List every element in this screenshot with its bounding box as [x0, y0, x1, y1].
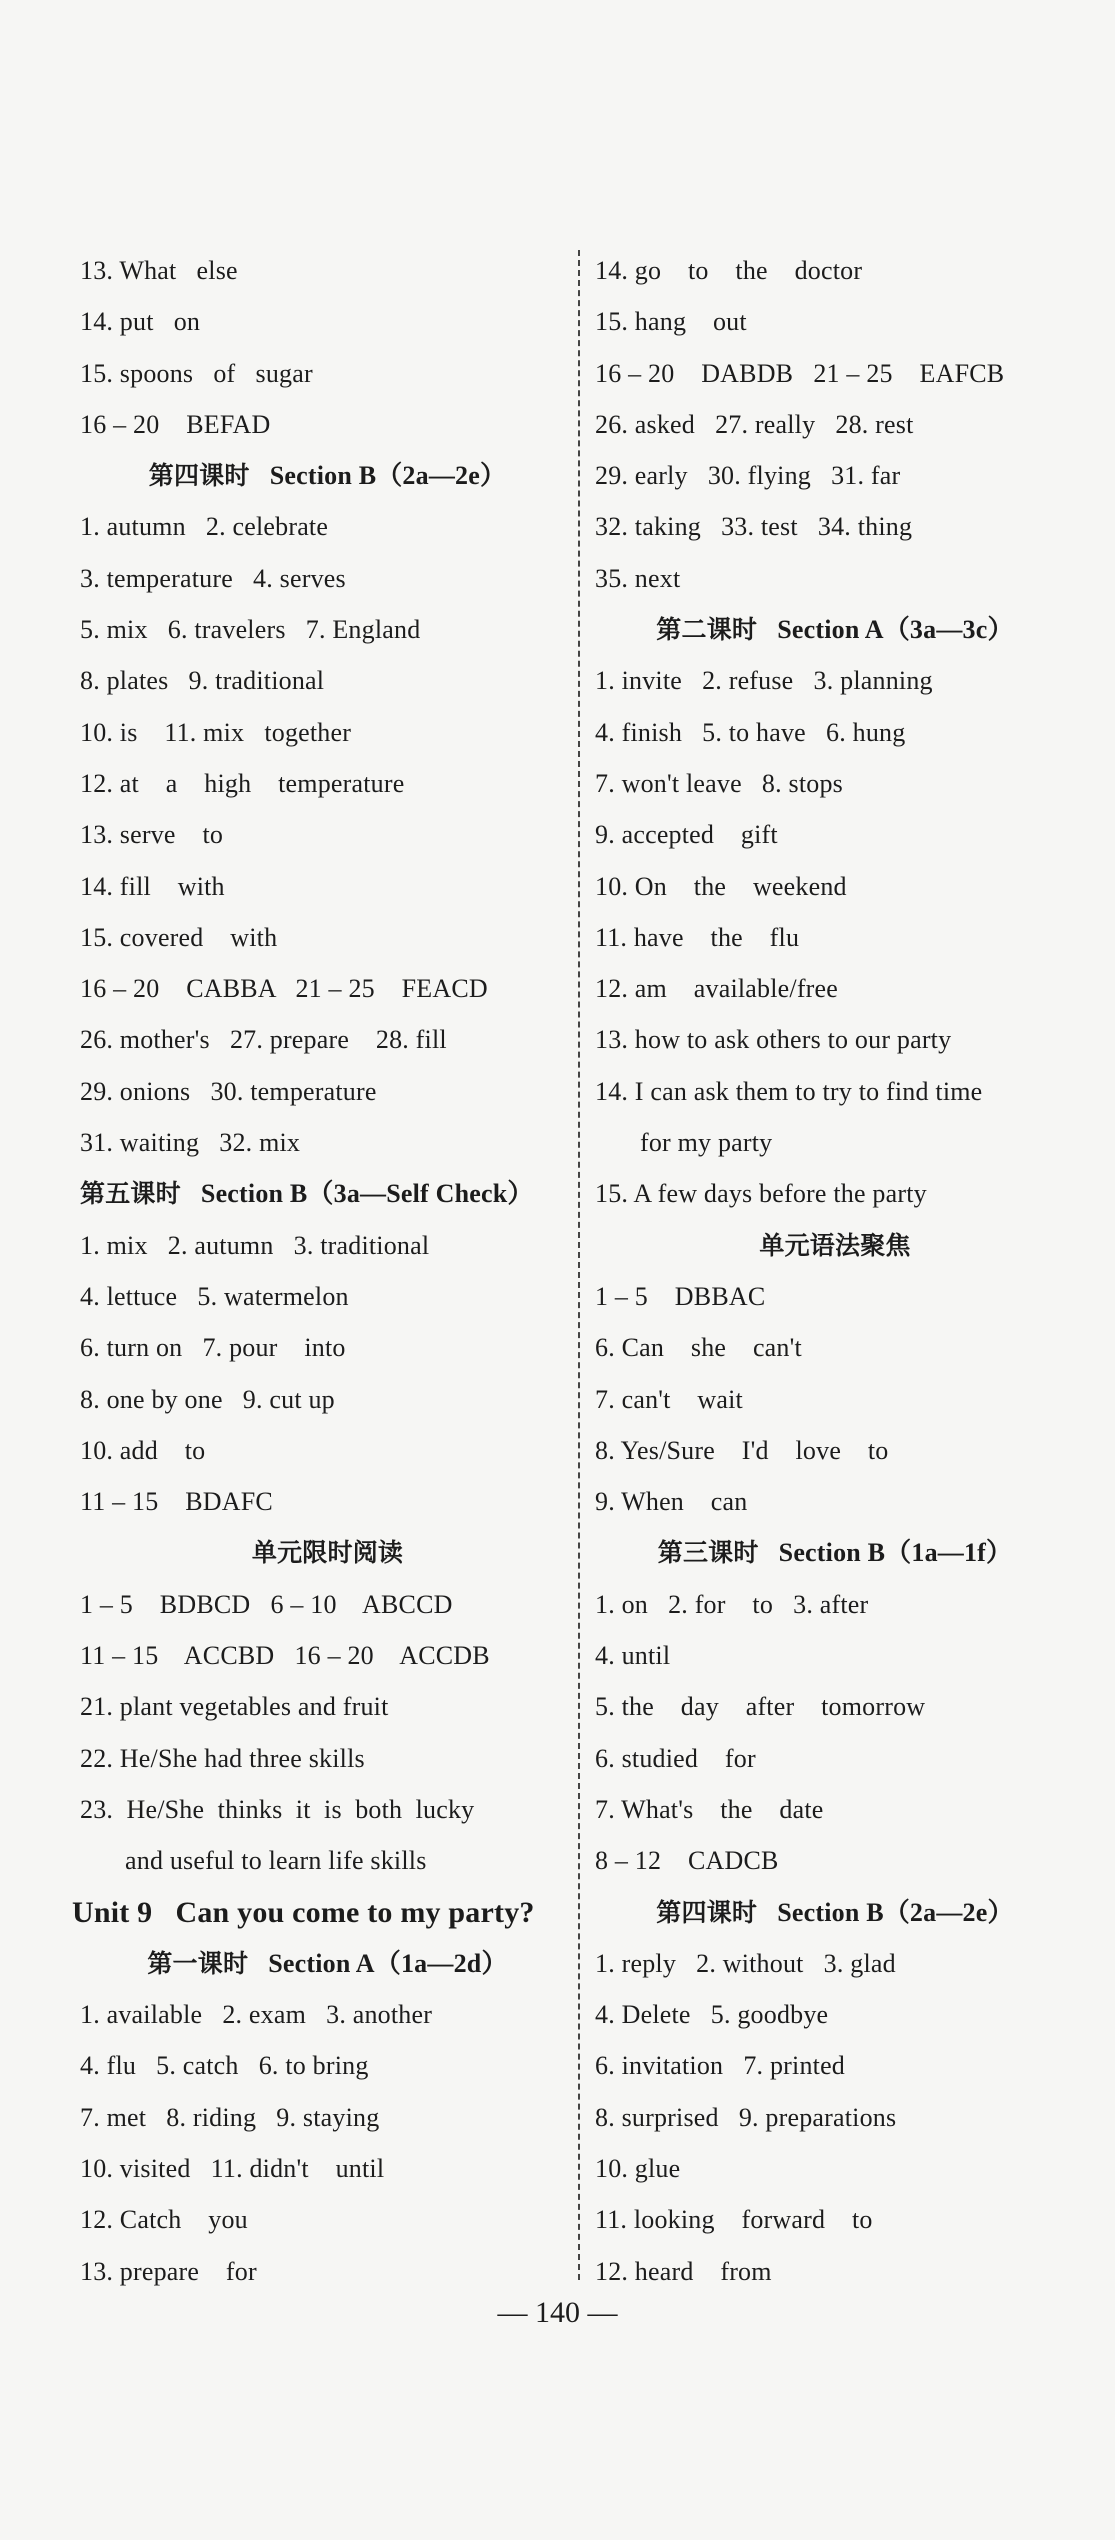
section-heading	[80, 450, 575, 501]
answer-text: 13. how to ask others to our party	[595, 1025, 952, 1055]
answer-text: 4. until	[595, 1641, 671, 1671]
answer-text: 10. On the weekend	[595, 871, 847, 901]
answer-text: 26. asked 27. really 28. rest	[595, 409, 914, 439]
answer-line	[80, 1066, 575, 1117]
answer-text: 1. invite 2. refuse 3. planning	[595, 666, 933, 696]
answer-text: 6. invitation 7. printed	[595, 2051, 846, 2081]
answer-line	[595, 2092, 1075, 2143]
answer-line	[595, 245, 1075, 296]
answer-line	[595, 758, 1075, 809]
answer-text: for my party	[640, 1128, 773, 1158]
answer-text: 15. A few days before the party	[595, 1179, 927, 1209]
answer-text: 9. When can	[595, 1487, 748, 1517]
answer-line	[80, 1579, 575, 1630]
lesson-label: 单元限时阅读	[251, 1538, 404, 1568]
answer-line	[595, 296, 1075, 347]
answer-text: 21. plant vegetables and fruit	[80, 1692, 389, 1722]
lesson-label: 单元语法聚焦	[759, 1230, 911, 1260]
answer-line	[80, 912, 575, 963]
answer-text: 15. spoons of sugar	[80, 358, 313, 388]
answer-text: 29. onions 30. temperature	[80, 1076, 377, 1106]
answer-line	[80, 1014, 575, 1065]
answer-line	[80, 245, 575, 296]
answer-line	[595, 1374, 1075, 1425]
answer-line	[595, 1938, 1075, 1989]
answer-line	[595, 655, 1075, 706]
answer-line	[80, 809, 575, 860]
answer-text: 14. I can ask them to try to find time	[595, 1076, 983, 1106]
answer-line	[595, 348, 1075, 399]
answer-text: 8 – 12 CADCB	[595, 1846, 779, 1876]
answer-text: 7. What's the date	[595, 1794, 824, 1824]
answer-text: 1 – 5 DBBAC	[595, 1281, 766, 1311]
section-heading	[595, 1887, 1075, 1938]
answer-text: Unit 9 Can you come to my party?	[72, 1895, 535, 1929]
answer-text: 5. mix 6. travelers 7. England	[80, 615, 421, 645]
answer-text: 16 – 20 BEFAD	[80, 409, 271, 439]
answer-text: Section B（2a—2e）	[249, 461, 507, 491]
answer-line	[80, 861, 575, 912]
answer-text: 29. early 30. flying 31. far	[595, 461, 901, 491]
answer-text: 7. can't wait	[595, 1384, 743, 1414]
answer-line	[80, 963, 575, 1014]
answer-line	[80, 758, 575, 809]
answer-text: 8. Yes/Sure I'd love to	[595, 1435, 889, 1465]
answer-text: 35. next	[595, 563, 681, 593]
answer-line	[595, 963, 1075, 1014]
answer-line	[80, 604, 575, 655]
answer-line	[595, 912, 1075, 963]
answer-text: 4. Delete 5. goodbye	[595, 2000, 829, 2030]
answer-line	[595, 1476, 1075, 1527]
answer-line	[72, 1887, 575, 1938]
answer-line	[80, 1374, 575, 1425]
answer-text: 14. put on	[80, 307, 201, 337]
answer-line	[595, 2194, 1075, 2245]
answer-line	[80, 2143, 575, 2194]
answer-text: 6. turn on 7. pour into	[80, 1333, 346, 1363]
page-number: — 140 —	[497, 2296, 618, 2329]
answer-line	[595, 1322, 1075, 1373]
answer-line	[595, 1733, 1075, 1784]
answer-text: 10. add to	[80, 1435, 206, 1465]
answer-text: 12. heard from	[595, 2256, 772, 2286]
answer-line	[80, 1476, 575, 1527]
answer-line	[80, 1835, 575, 1886]
answer-text: Section B（1a—1f）	[758, 1538, 1013, 1568]
answer-text: 22. He/She had three skills	[80, 1743, 365, 1773]
answer-line	[80, 1271, 575, 1322]
answer-line	[595, 1066, 1075, 1117]
lesson-label: 第五课时	[80, 1179, 181, 1209]
answer-text: 1. mix 2. autumn 3. traditional	[80, 1230, 430, 1260]
answer-text: 8. plates 9. traditional	[80, 666, 325, 696]
answer-line	[80, 1784, 575, 1835]
answer-text: 15. hang out	[595, 307, 747, 337]
answer-line	[80, 501, 575, 552]
answer-line	[80, 1630, 575, 1681]
answer-line	[595, 399, 1075, 450]
lesson-label: 第三课时	[657, 1538, 759, 1568]
answer-text: 4. finish 5. to have 6. hung	[595, 717, 906, 747]
right-answer-column	[595, 245, 1075, 2297]
answer-text: 26. mother's 27. prepare 28. fill	[80, 1025, 447, 1055]
answer-line	[80, 2246, 575, 2297]
lesson-label: 第二课时	[656, 615, 758, 645]
answer-text: 12. Catch you	[80, 2205, 248, 2235]
answer-line	[595, 553, 1075, 604]
answer-line	[595, 861, 1075, 912]
answer-text: and useful to learn life skills	[125, 1846, 427, 1876]
answer-text: 23. He/She thinks it is both lucky	[80, 1794, 475, 1824]
answer-text: 6. Can she can't	[595, 1333, 802, 1363]
answer-text: 12. at a high temperature	[80, 768, 405, 798]
answer-text: 15. covered with	[80, 922, 278, 952]
answer-line	[80, 296, 575, 347]
section-heading	[595, 604, 1075, 655]
answer-line	[80, 553, 575, 604]
answer-line	[80, 348, 575, 399]
left-answer-column	[72, 245, 575, 2297]
answer-line	[80, 1425, 575, 1476]
answer-text: 9. accepted gift	[595, 820, 778, 850]
answer-text: 13. What else	[80, 256, 238, 285]
answer-text: 6. studied for	[595, 1743, 756, 1773]
answer-text: 1. available 2. exam 3. another	[80, 2000, 433, 2030]
answer-line	[595, 450, 1075, 501]
answer-text: 1. on 2. for to 3. after	[595, 1589, 869, 1619]
answer-line	[595, 1630, 1075, 1681]
answer-text: 4. flu 5. catch 6. to bring	[80, 2051, 369, 2081]
answer-line	[80, 2194, 575, 2245]
answer-line	[80, 1117, 575, 1168]
answer-text: 10. is 11. mix together	[80, 717, 352, 747]
column-divider	[578, 250, 580, 2280]
answer-line	[595, 809, 1075, 860]
answer-line	[595, 707, 1075, 758]
lesson-label: 第四课时	[656, 1897, 758, 1927]
answer-text: 7. won't leave 8. stops	[595, 768, 843, 798]
answer-text: 16 – 20 CABBA 21 – 25 FEACD	[80, 974, 488, 1004]
answer-line	[80, 2092, 575, 2143]
answer-line	[595, 1271, 1075, 1322]
answer-line	[595, 1681, 1075, 1732]
answer-text: 31. waiting 32. mix	[80, 1128, 301, 1158]
answer-line	[80, 655, 575, 706]
answer-text: 13. serve to	[80, 820, 224, 850]
answer-text: 10. visited 11. didn't until	[80, 2153, 385, 2183]
answer-text: 7. met 8. riding 9. staying	[80, 2102, 380, 2132]
answer-line	[80, 2040, 575, 2091]
answer-text: 1 – 5 BDBCD 6 – 10 ABCCD	[80, 1589, 453, 1619]
section-heading	[80, 1938, 575, 1989]
answer-text: 1. autumn 2. celebrate	[80, 512, 329, 542]
answer-line	[80, 707, 575, 758]
answer-text: 16 – 20 DABDB 21 – 25 EAFCB	[595, 358, 1005, 388]
answer-line	[595, 2040, 1075, 2091]
answer-text: 14. fill with	[80, 871, 225, 901]
answer-text: 4. lettuce 5. watermelon	[80, 1281, 349, 1311]
answer-text: 10. glue	[595, 2153, 681, 2183]
answer-line	[595, 2143, 1075, 2194]
answer-text: 5. the day after tomorrow	[595, 1692, 926, 1722]
answer-line	[595, 501, 1075, 552]
answer-line	[80, 1220, 575, 1271]
section-heading	[80, 1168, 575, 1219]
answer-text: 11 – 15 BDAFC	[80, 1487, 273, 1517]
answer-line	[595, 1579, 1075, 1630]
answer-line	[80, 1989, 575, 2040]
lesson-label: 第一课时	[147, 1948, 249, 1978]
answer-text: 1. reply 2. without 3. glad	[595, 1948, 896, 1978]
answer-text: Section A（1a—2d）	[248, 1948, 508, 1978]
answer-line	[595, 1835, 1075, 1886]
answer-line	[595, 1989, 1075, 2040]
answer-text: 13. prepare for	[80, 2256, 257, 2286]
answer-line	[595, 1014, 1075, 1065]
answer-text: 3. temperature 4. serves	[80, 563, 346, 593]
answer-line	[595, 1784, 1075, 1835]
answer-line	[80, 1322, 575, 1373]
answer-line	[80, 399, 575, 450]
answer-text: 32. taking 33. test 34. thing	[595, 512, 913, 542]
answer-line	[595, 1425, 1075, 1476]
answer-text: 11 – 15 ACCBD 16 – 20 ACCDB	[80, 1641, 490, 1671]
answer-text: 11. have the flu	[595, 922, 800, 952]
answer-text: Section A（3a—3c）	[757, 615, 1014, 645]
answer-line	[595, 1117, 1075, 1168]
section-heading	[595, 1220, 1075, 1271]
section-heading	[595, 1527, 1075, 1578]
answer-line	[80, 1733, 575, 1784]
answer-text: 8. surprised 9. preparations	[595, 2102, 897, 2132]
answer-text: Section B（2a—2e）	[757, 1897, 1014, 1927]
answer-line	[595, 2246, 1075, 2297]
answer-text: 8. one by one 9. cut up	[80, 1384, 335, 1414]
answer-line	[595, 1168, 1075, 1219]
answer-text: 14. go to the doctor	[595, 256, 863, 285]
answer-text: 12. am available/free	[595, 974, 839, 1004]
section-heading	[80, 1527, 575, 1578]
answer-text: Section B（3a—Self Check）	[180, 1179, 534, 1209]
answer-text: 11. looking forward to	[595, 2205, 873, 2235]
lesson-label: 第四课时	[148, 461, 250, 491]
answer-line	[80, 1681, 575, 1732]
